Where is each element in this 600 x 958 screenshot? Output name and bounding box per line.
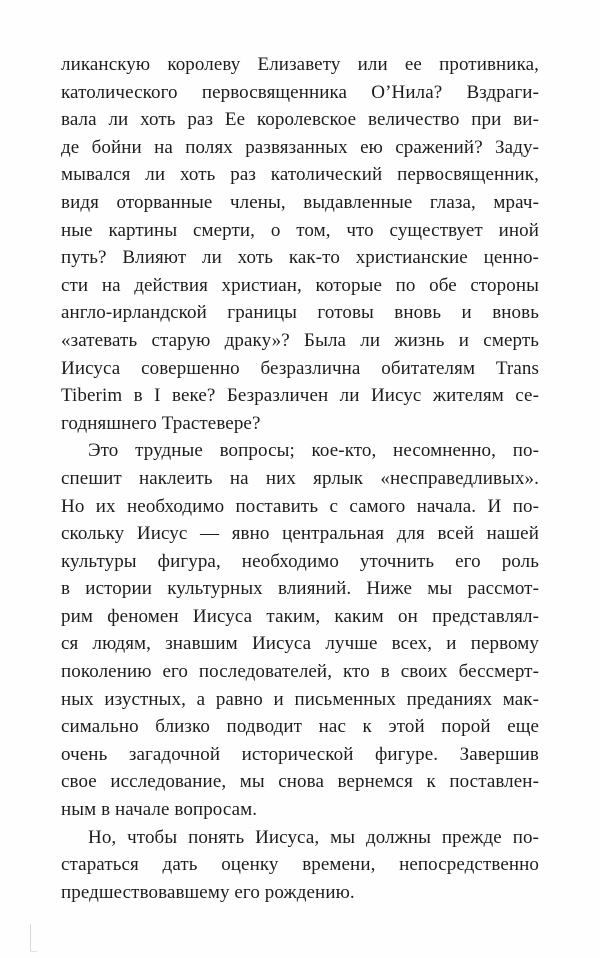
text-line: симально близко подводит нас к этой порой еще — [61, 716, 539, 738]
text-line: путь? Влияют ли хоть как-то христианские ценно- — [61, 247, 539, 269]
text-line: годняшнего Трастевере? — [61, 412, 261, 434]
text-line: свое исследование, мы снова вернемся к поставлен- — [61, 771, 539, 793]
paragraph — [61, 824, 539, 907]
text-line: предшествовавшему его рождению. — [61, 881, 355, 903]
text-line: ные картины смерти, о том, что существует иной — [61, 219, 539, 241]
text-line: в истории культурных влияний. Ниже мы рассмот- — [61, 578, 539, 600]
paragraph — [61, 437, 539, 823]
text-line: сти на действия христиан, которые по обе стороны — [61, 274, 539, 296]
text-line: ся людям, знавшим Иисуса лучше всех, и первому — [61, 633, 539, 655]
text-line: ликанскую королеву Елизавету или ее противника, — [61, 54, 539, 75]
text-line: англо-ирландской границы готовы вновь и вновь — [61, 302, 539, 324]
text-line: Иисуса совершенно безразлична обитателям Trans — [61, 357, 539, 379]
paragraph — [61, 51, 539, 437]
text-line: очень загадочной исторической фигуре. Завершив — [61, 743, 539, 765]
text-line: стараться дать оценку времени, непосредственно — [61, 854, 539, 876]
text-line: культуры фигура, необходимо уточнить его роль — [61, 550, 539, 572]
text-line: ным в начале вопросам. — [61, 799, 258, 821]
text-block — [61, 51, 539, 906]
scan-edge-mark-foot — [30, 951, 37, 952]
text-line: «затевать старую драку»? Была ли жизнь и смерть — [61, 329, 539, 351]
text-line: Но их необходимо поставить с самого начала. И по- — [61, 495, 539, 517]
text-line: Но, чтобы понять Иисуса, мы должны прежде по- — [88, 826, 539, 848]
text-line: де бойни на полях развязанных ею сражений? Заду- — [61, 136, 539, 158]
text-line: вала ли хоть раз Ее королевское величество при ви- — [61, 109, 539, 131]
text-line: спешит наклеить на них ярлык «несправедливых». — [61, 467, 539, 489]
scan-edge-mark — [30, 924, 31, 952]
text-line: католического первосвященника О’Нила? Вздраги- — [61, 81, 539, 103]
text-line: мывался ли хоть раз католический первосвященник, — [61, 164, 539, 186]
text-line: ных изустных, а равно и письменных преданиях мак- — [61, 688, 539, 710]
text-line: поколению его последователей, кто в своих бессмерт- — [61, 661, 539, 683]
text-line: видя оторванные члены, выдавленные глаза, мрач- — [61, 191, 539, 213]
text-line: Tiberim в I веке? Безразличен ли Иисус жителям се- — [61, 385, 539, 407]
text-line: Это трудные вопросы; кое-кто, несомненно, по- — [88, 440, 539, 462]
text-line: скольку Иисус — явно центральная для всей нашей — [61, 523, 539, 545]
text-line: рим феномен Иисуса таким, каким он представлял- — [61, 605, 539, 627]
